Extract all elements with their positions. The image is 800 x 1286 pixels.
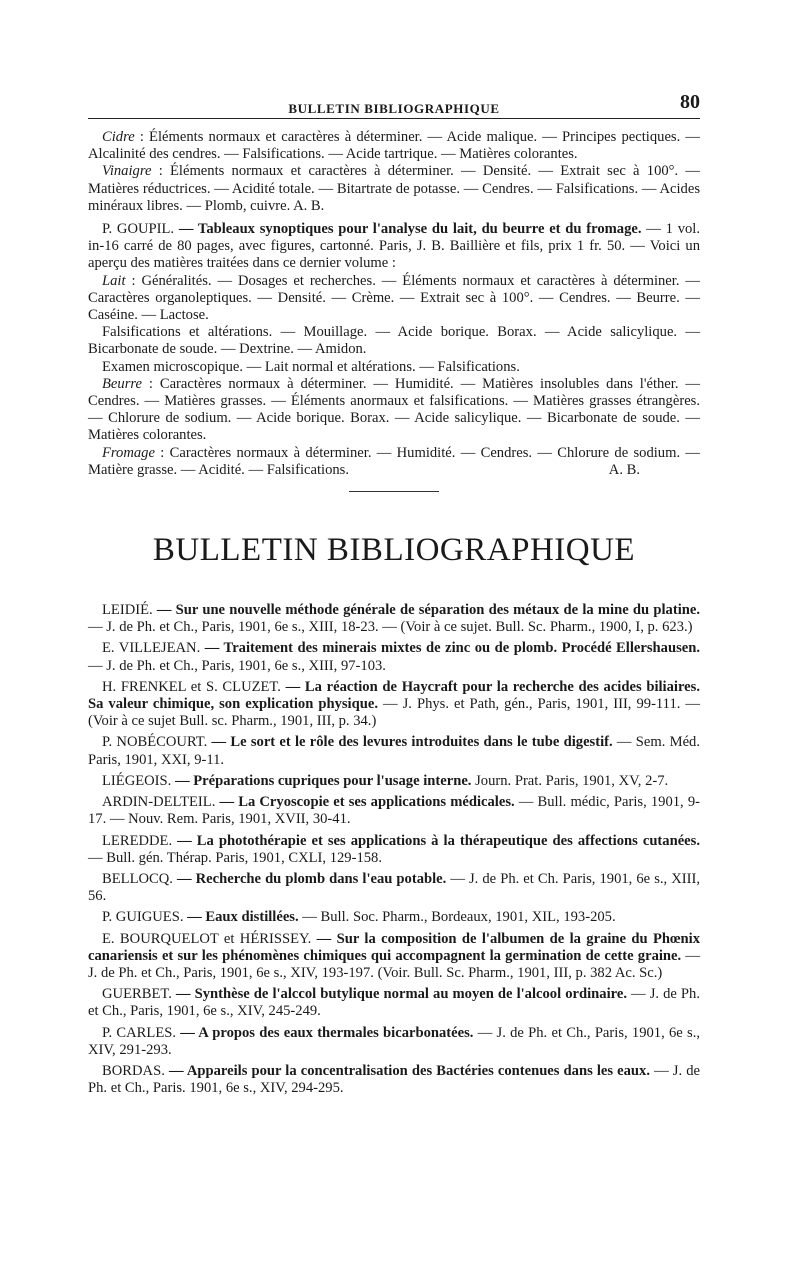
cidre-label: Cidre (102, 129, 135, 145)
entry-title: — Sur la composition de l'albumen de la graine du Phœnix canariensis et sur les phénomènes chimiques qui accompagnent la germination de cette graine. (88, 930, 700, 964)
running-header (88, 91, 700, 119)
entry-title: — Recherche du plomb dans l'eau potable. (172, 870, 447, 887)
bibliography-entry (88, 602, 700, 636)
lait-label: Lait (102, 272, 126, 289)
entry-author: P. NOBÉCOURT. (102, 734, 208, 751)
beurre-label: Beurre (102, 375, 142, 392)
entry-title: — Préparations cupriques pour l'usage interne. (171, 772, 472, 789)
falsifications-paragraph: Falsifications et altérations. — Mouillage. — Acide borique. Borax. — Acide salicylique. — Bicarbonate de soude. — Dextrine. — Amidon. (88, 324, 700, 358)
goupil-author: P. GOUPIL. (102, 221, 175, 238)
section-divider (349, 491, 439, 492)
entry-citation: — J. de Ph. et Ch., Paris, 1901, 6e s., XIII, 18-23. — (Voir à ce sujet. Bull. Sc. Pharm., 1900, I, p. 623.) (88, 619, 693, 636)
entry-author: P. GUIGUES. (102, 909, 184, 926)
entry-citation: — J. Phys. et Path, gén., Paris, 1901, III, 99-111. — (Voir à ce sujet Bull. sc. Pharm., 1901, III, p. 34.) (88, 696, 700, 730)
entry-title: — Eaux distillées. (183, 909, 299, 926)
fromage-label: Fromage (102, 444, 155, 461)
entry-citation: — J. de Ph. et Ch., Paris, 1901, 6e s., XIII, 97-103. (88, 657, 386, 674)
vinaigre-signature: A. B. (293, 197, 325, 214)
bibliography-entry (88, 1063, 700, 1097)
vinaigre-text: : Éléments normaux et caractères à déterminer. — Densité. — Extrait sec à 100°. — Matières réductrices. — Acidité totale. — Bitartrate de potasse. — Cendres. — Falsifications. — Acides minéraux libres. — Plomb, cuivre. (88, 163, 700, 214)
entry-title: — Sur une nouvelle méthode générale de séparation des métaux de la mine du platine. (152, 602, 700, 619)
beurre-text: : Caractères normaux à déterminer. — Humidité. — Matières insolubles dans l'éther. — Cendres. — Matières grasses. — Éléments anormaux et falsifications. — Matières grasses étrangères. — Chlorure de sodium. — Acide borique. Borax. — Acide salicylique. — Bicarbonate de soude. — Matières colorantes. (88, 375, 700, 444)
vinaigre-paragraph (88, 163, 700, 215)
entry-title: — A propos des eaux thermales bicarbonatées. (176, 1024, 474, 1041)
entry-citation: — J. de Ph. et Ch. Paris, 1901, 6e s., XIII, 56. (88, 870, 700, 905)
entry-title: — Traitement des minerais mixtes de zinc ou de plomb. Procédé Ellershausen. (200, 640, 700, 657)
entry-author: LEIDIÉ. (102, 602, 153, 619)
entry-citation: — Bull. gén. Thérap. Paris, 1901, CXLI, 129-158. (88, 849, 383, 866)
bibliography-entry (88, 640, 700, 674)
header-title: BULLETIN BIBLIOGRAPHIQUE (288, 101, 500, 116)
entry-author: BELLOCQ. (102, 870, 173, 887)
fromage-signature: A. B. (608, 461, 640, 478)
entry-author: GUERBET. (102, 986, 172, 1003)
lait-text: : Généralités. — Dosages et recherches. — Éléments normaux et caractères à déterminer. — Caractères organoleptiques. — Densité. — Crème. — Extrait sec à 100°. — Cendres. — Beurre. — Caséine. — Lactose. (88, 272, 700, 324)
fromage-text: : Caractères normaux à déterminer. — Humidité. — Cendres. — Chlorure de sodium. — Matière grasse. — Acidité. — Falsifications. (88, 444, 700, 478)
bibliography-list (88, 602, 700, 1097)
bibliography-entry (88, 871, 700, 905)
entry-author: E. VILLEJEAN. (102, 640, 201, 657)
bibliography-entry (88, 1025, 700, 1059)
bibliography-entry (88, 931, 700, 983)
entry-citation: — J. de Ph. et Ch., Paris, 1901, 6e s., XIV, 245-249. (88, 986, 700, 1020)
goupil-review (88, 221, 700, 273)
goupil-rest: — 1 vol. in-16 carré de 80 pages, avec figures, cartonné. Paris, J. B. Baillière et fils, prix 1 fr. 50. — Voici un aperçu des matières traitées dans ce dernier volume : (88, 221, 700, 272)
entry-author: BORDAS. (102, 1062, 165, 1079)
entry-title: — Appareils pour la concentralisation des Bactéries contenues dans les eaux. (164, 1062, 650, 1079)
section-title: BULLETIN BIBLIOGRAPHIQUE (152, 532, 636, 569)
entry-citation: — Bull. médic, Paris, 1901, 9-17. — Nouv. Rem. Paris, 1901, XVII, 30-41. (88, 794, 700, 828)
beurre-paragraph (88, 376, 700, 445)
entry-author: LEREDDE. (102, 832, 173, 849)
entry-citation: — J. de Ph. et Ch., Paris, 1901, 6e s., XIV, 193-197. (Voir. Bull. Sc. Pharm., 1901, III, p. 382 Ac. Sc.) (88, 947, 700, 981)
entry-author: E. BOURQUELOT et HÉRISSEY. (102, 930, 312, 947)
vinaigre-label: Vinaigre (102, 163, 152, 180)
entry-citation: — Bull. Soc. Pharm., Bordeaux, 1901, XIL, 193-205. (298, 909, 616, 926)
bibliography-entry (88, 794, 700, 828)
entry-author: ARDIN-DELTEIL. (102, 794, 216, 811)
bibliography-entry (88, 679, 700, 731)
goupil-title: — Tableaux synoptiques pour l'analyse du lait, du beurre et du fromage. (174, 221, 642, 238)
entry-title: — La réaction de Haycraft pour la recherche des acides biliaires. Sa valeur chimique, son explication physique. (88, 678, 700, 713)
entry-title: — Le sort et le rôle des levures introduites dans le tube digestif. (207, 734, 613, 751)
entry-title: — Synthèse de l'alccol butylique normal au moyen de l'alcool ordinaire. (171, 986, 627, 1003)
document-page (88, 91, 700, 1101)
fromage-paragraph (88, 445, 700, 479)
bibliography-entry (88, 833, 700, 867)
bibliography-entry (88, 734, 700, 768)
entry-citation: — J. de Ph. et Ch., Paris, 1901, 6e s., XIV, 291-293. (88, 1024, 700, 1058)
entry-title: — La Cryoscopie et ses applications médicales. (215, 794, 515, 811)
entry-author: LIÉGEOIS. (102, 772, 172, 789)
entry-citation: — Sem. Méd. Paris, 1901, XXI, 9-11. (88, 734, 700, 768)
page-number: 80 (680, 91, 700, 113)
lait-paragraph (88, 273, 700, 325)
examen-paragraph: Examen microscopique. — Lait normal et altérations. — Falsifications. (102, 358, 520, 375)
entry-citation: — J. de Ph. et Ch., Paris. 1901, 6e s., XIV, 294-295. (88, 1062, 700, 1097)
bibliography-entry (88, 773, 700, 790)
entry-author: H. FRENKEL et S. CLUZET. (102, 678, 281, 695)
entry-citation: Journ. Prat. Paris, 1901, XV, 2-7. (471, 772, 669, 789)
entry-title: — La photothérapie et ses applications à la thérapeutique des affections cutanées. (172, 832, 700, 849)
entry-author: P. CARLES. (102, 1024, 176, 1041)
bibliography-entry (88, 909, 700, 926)
bibliography-entry (88, 986, 700, 1020)
cidre-text: : Éléments normaux et caractères à déterminer. — Acide malique. — Principes pectiques. — Alcalinité des cendres. — Falsifications. — Acide tartrique. — Matières colorantes. (88, 129, 700, 163)
cidre-paragraph (88, 129, 700, 163)
